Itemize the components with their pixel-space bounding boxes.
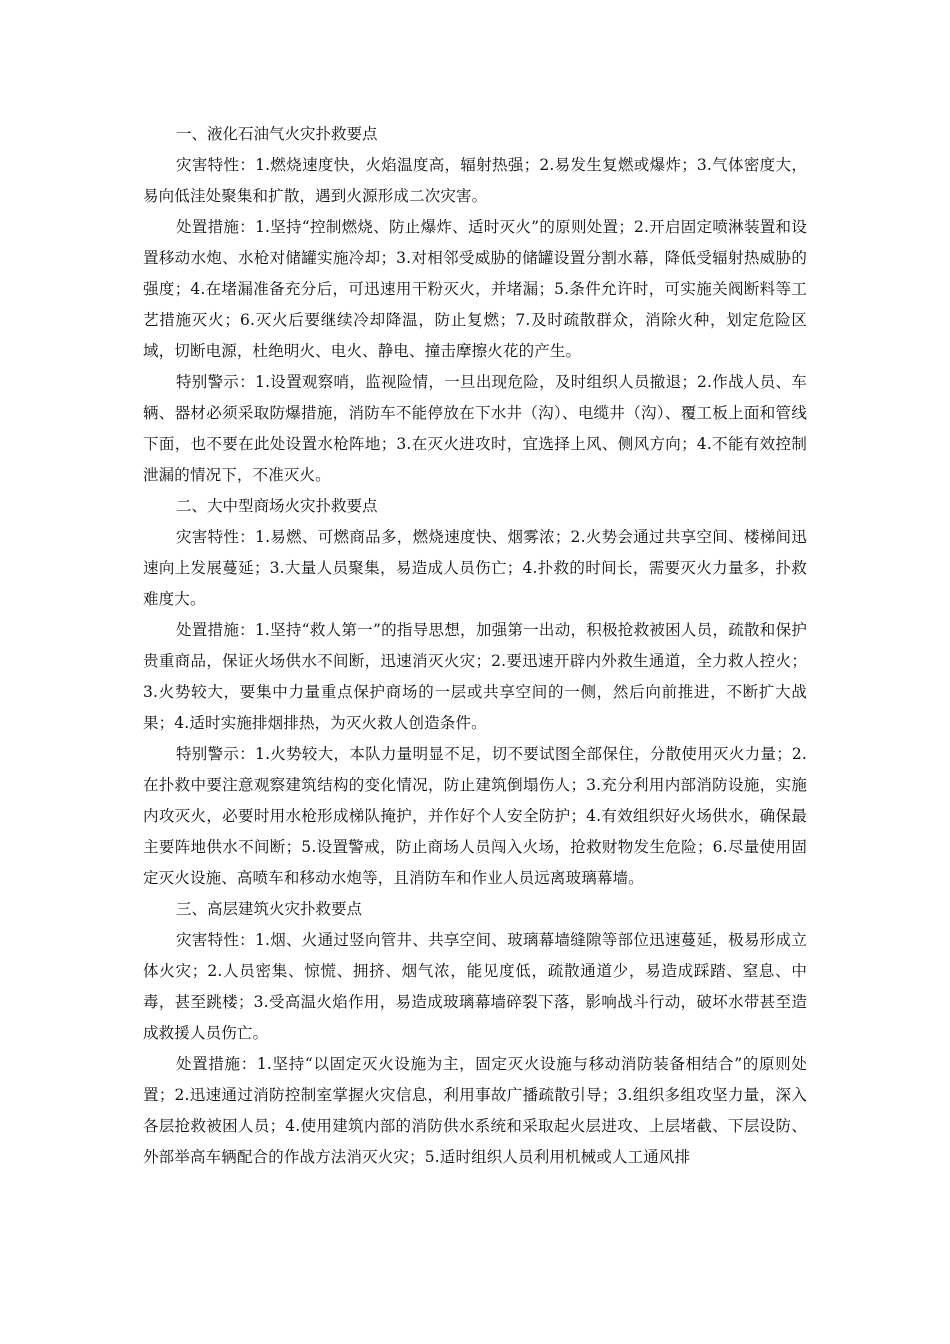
paragraph-text: ：1.坚持“以固定灭火设施为主，固定灭火设施与移动消防装备相结合”的原则处置；2.迅速通过消防控制室掌握火灾信息，利用事故广播疏散引导；3.组织多组攻坚力量，深入各层抢救被困人员；4.使用建筑内部的消防供水系统和采取起火层进攻、上层堵截、下层设防、外部举高车辆配合的作战方法消灭火灾；5.适时组织人员利用机械或人工通风排 [143, 1055, 807, 1166]
paragraph-label: 处置措施 [176, 218, 240, 236]
paragraph-text: ：1.烟、火通过竖向管井、共享空间、玻璃幕墙缝隙等部位迅速蔓延，极易形成立体火灾；2.人员密集、惊慌、拥挤、烟气浓，能见度低，疏散通道少，易造成踩踏、窒息、中毒，甚至跳楼；3.受高温火焰作用，易造成玻璃幕墙碎裂下落，影响战斗行动，破坏水带甚至造成救援人员伤亡。 [143, 931, 807, 1042]
paragraph-response-measures [143, 1049, 807, 1173]
paragraph-text: ：1.坚持“控制燃烧、防止爆炸、适时灭火”的原则处置；2.开启固定喷淋装置和设置移动水炮、水枪对储罐实施冷却；3.对相邻受威胁的储罐设置分割水幕，降低受辐射热威胁的强度；4.在堵漏准备充分后，可迅速用干粉灭火，并堵漏；5.条件允许时，可实施关阀断料等工艺措施灭火；6.灭火后要继续冷却降温，防止复燃；7.及时疏散群众，消除火种，划定危险区域，切断电源，杜绝明火、电火、静电、撞击摩擦火花的产生。 [143, 218, 807, 360]
section-title: 三、高层建筑火灾扑救要点 [176, 900, 363, 918]
paragraph-label: 灾害特性 [176, 931, 240, 949]
paragraph-text: ：1.坚持“救人第一”的指导思想，加强第一出动，积极抢救被困人员，疏散和保护贵重商品，保证火场供水不间断，迅速消灭火灾；2.要迅速开辟内外救生通道，全力救人控火；3.火势较大，要集中力量重点保护商场的一层或共享空间的一侧，然后向前推进，不断扩大战果；4.适时实施排烟排热，为灭火救人创造条件。 [143, 621, 807, 732]
document-page [143, 119, 807, 1173]
paragraph-hazard-characteristics [143, 150, 807, 212]
paragraph-special-warning [143, 739, 807, 894]
section-title: 二、大中型商场火灾扑救要点 [176, 497, 378, 515]
paragraph-text: ：1.燃烧速度快，火焰温度高，辐射热强；2.易发生复燃或爆炸；3.气体密度大，易向低洼处聚集和扩散，遇到火源形成二次灾害。 [143, 156, 807, 205]
paragraph-response-measures [143, 212, 807, 367]
paragraph-response-measures [143, 615, 807, 739]
paragraph-label: 灾害特性 [176, 528, 240, 546]
paragraph-text: ：1.设置观察哨，监视险情，一旦出现危险，及时组织人员撤退；2.作战人员、车辆、器材必须采取防爆措施，消防车不能停放在下水井（沟）、电缆井（沟）、覆工板上面和管线下面，也不要在此处设置水枪阵地；3.在灭火进攻时，宜选择上风、侧风方向；4.不能有效控制泄漏的情况下，不准灭火。 [143, 373, 807, 484]
paragraph-label: 处置措施 [176, 621, 240, 639]
paragraph-label: 灾害特性 [176, 156, 240, 174]
paragraph-label: 特别警示 [176, 373, 240, 391]
paragraph-text: ：1.易燃、可燃商品多，燃烧速度快、烟雾浓；2.火势会通过共享空间、楼梯间迅速向上发展蔓延；3.大量人员聚集，易造成人员伤亡；4.扑救的时间长，需要灭火力量多，扑救难度大。 [143, 528, 807, 608]
paragraph-text: ：1.火势较大，本队力量明显不足，切不要试图全部保住，分散使用灭火力量；2.在扑救中要注意观察建筑结构的变化情况，防止建筑倒塌伤人；3.充分利用内部消防设施，实施内攻灭火，必要时用水枪形成梯队掩护，并作好个人安全防护；4.有效组织好火场供水，确保最主要阵地供水不间断；5.设置警戒，防止商场人员闯入火场，抢救财物发生危险；6.尽量使用固定灭火设施、高喷车和移动水炮等，且消防车和作业人员远离玻璃幕墙。 [143, 745, 807, 887]
section-highrise-fire [143, 894, 807, 1173]
paragraph-label: 特别警示 [176, 745, 240, 763]
paragraph-hazard-characteristics [143, 522, 807, 615]
section-lpg-fire [143, 119, 807, 491]
paragraph-hazard-characteristics [143, 925, 807, 1049]
paragraph-label: 处置措施 [176, 1055, 241, 1073]
paragraph-special-warning [143, 367, 807, 491]
section-mall-fire [143, 491, 807, 894]
section-title: 一、液化石油气火灾扑救要点 [176, 125, 378, 143]
